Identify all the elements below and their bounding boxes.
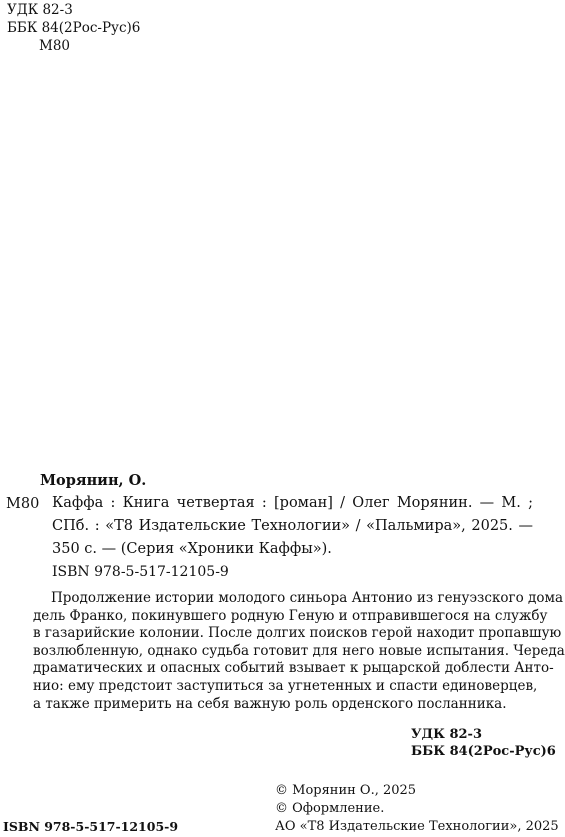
author-code: М80: [6, 496, 40, 512]
annotation-line: нио: ему предстоит заступиться за угнетенных и спасти единоверцев,: [33, 677, 538, 694]
udk-header: УДК 82-3: [7, 2, 73, 18]
annotation-line: а также примерить на себя важную роль орденского посланника.: [33, 695, 507, 712]
bbk-classification: ББК 84(2Рос-Рус)6: [411, 744, 556, 759]
bibliography-line: СПб. : «Т8 Издательские Технологии» / «Пальмира», 2025. —: [52, 518, 533, 534]
annotation-line: возлюбленную, однако судьба готовит для него новые испытания. Череда: [33, 642, 565, 659]
bibliographic-description: [52, 492, 533, 561]
annotation-line: драматических и опасных событий взывает к рыцарской доблести Анто-: [33, 660, 554, 677]
copyright-line: © Морянин О., 2025: [275, 783, 417, 798]
annotation-line: дель Франко, покинувшего родную Геную и отправившегося на службу: [33, 607, 548, 624]
bbk-header: ББК 84(2Рос-Рус)6: [7, 20, 141, 36]
copyright-line: АО «Т8 Издательские Технологии», 2025: [275, 819, 559, 834]
annotation: [33, 590, 565, 713]
bibliography-line: Каффа : Книга четвертая : [роман] / Олег Морянин. — М. ;: [52, 495, 533, 511]
bibliography-line: 350 с. — (Серия «Хроники Каффы»).: [52, 541, 332, 557]
annotation-line: Продолжение истории молодого синьора Антонио из генуэзского дома: [51, 590, 564, 606]
author-code-header: М80: [39, 38, 71, 54]
isbn: ISBN 978-5-517-12105-9: [52, 564, 229, 580]
copyright-line: © Оформление.: [275, 801, 385, 816]
udk-classification: УДК 82-3: [411, 727, 482, 742]
isbn-footer: ISBN 978-5-517-12105-9: [3, 819, 179, 834]
author-name: Морянин, О.: [40, 472, 147, 489]
annotation-line: в газарийские колонии. После долгих поисков герой находит пропавшую: [33, 625, 562, 642]
